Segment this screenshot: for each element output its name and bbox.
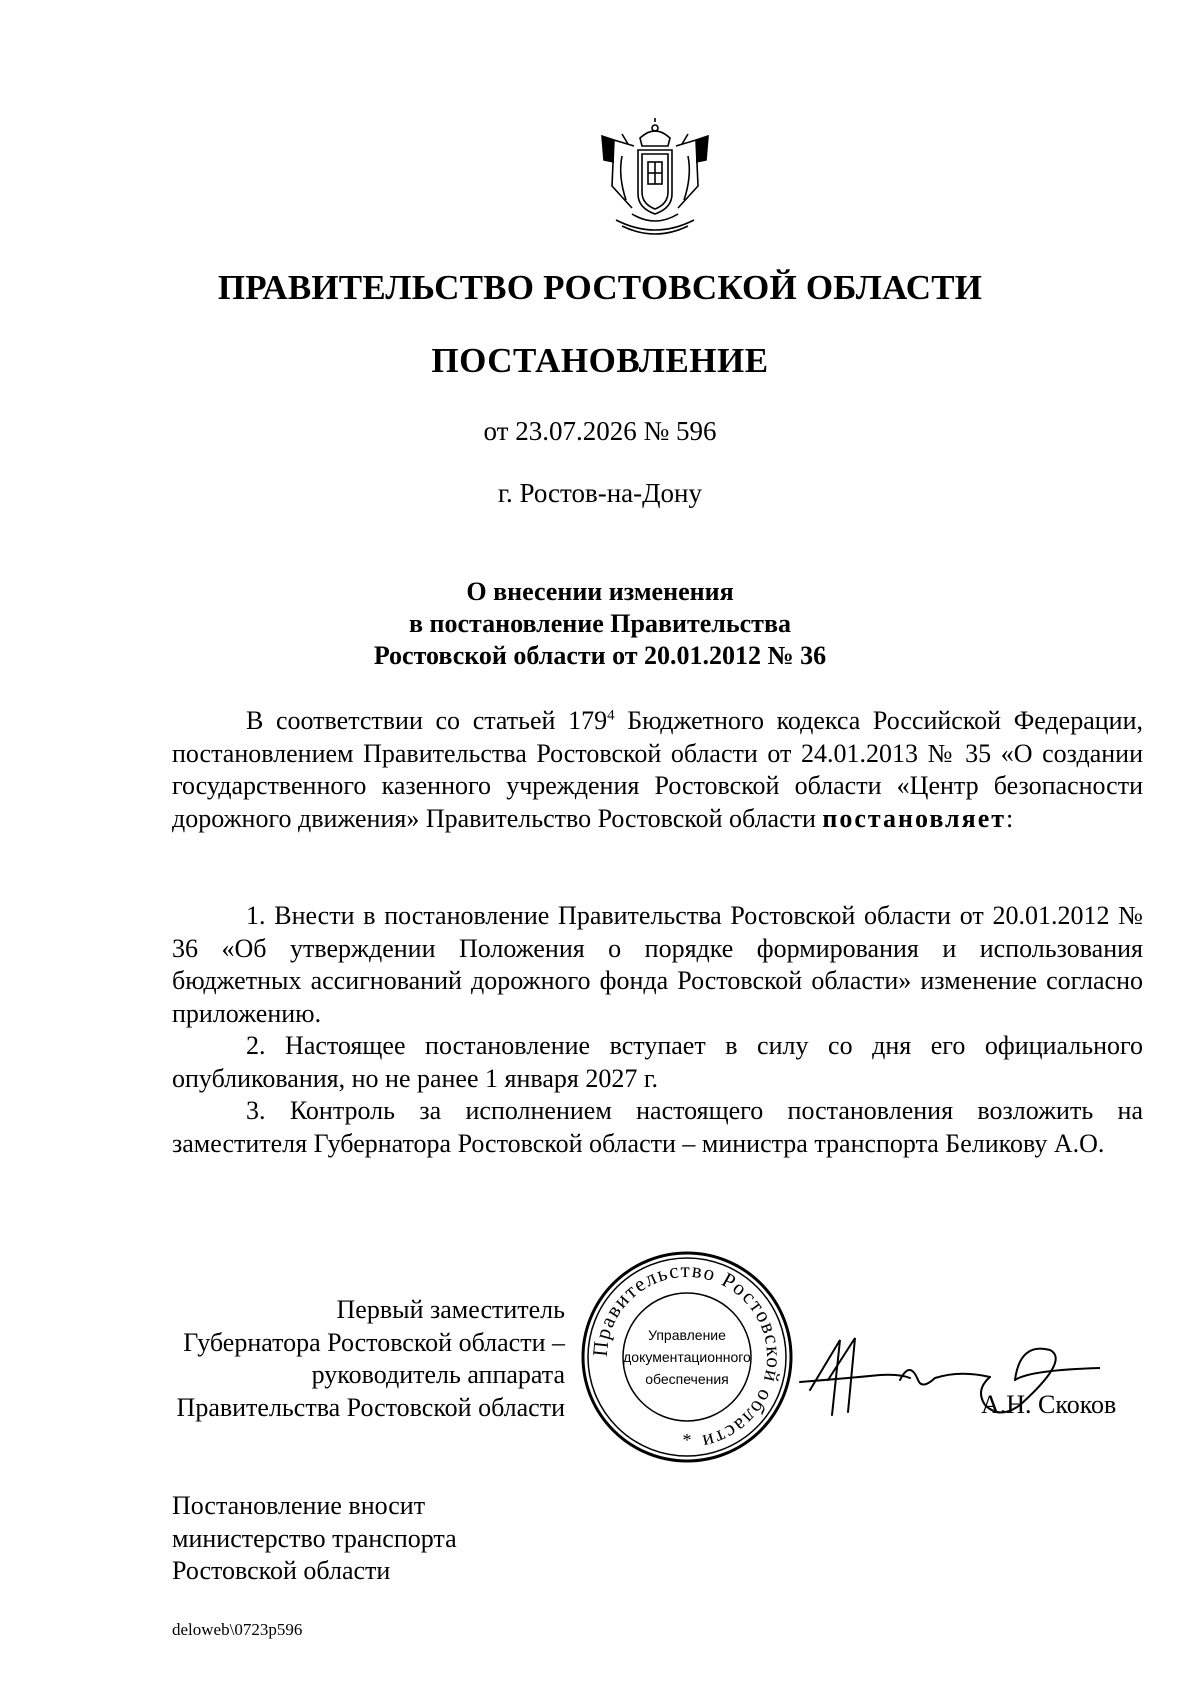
file-reference: deloweb\0723p596 <box>172 1620 303 1639</box>
decree-item: 2. Настоящее постановление вступает в силу со дня его официального опубликования, но не ранее 1 января 2027 г. <box>172 1031 1143 1093</box>
article-superscript: 4 <box>607 707 615 724</box>
preamble <box>172 705 1143 835</box>
decree-word: постановляет <box>822 803 1007 833</box>
preamble-text-2: Бюджетного кодекса Российской Федерации, постановлением Правительства Ростовской области от 24.01.2013 № 35 «О создании государственного казенного учреждения Ростовской области «Центр безопасности дорожного движения» Правительство Ростовской области <box>172 706 1143 833</box>
introduced-by-line: Ростовской области <box>172 1556 391 1585</box>
preamble-paragraph <box>172 705 1143 835</box>
stamp-center-line: обеспечения <box>645 1371 729 1387</box>
signatory-line: Правительства Ростовской области <box>176 1392 565 1422</box>
subject-line: О внесении изменения <box>466 577 734 606</box>
introduced-by-line: Постановление вносит <box>172 1491 426 1520</box>
subject-line: в постановление Правительства <box>408 609 791 638</box>
coat-of-arms-icon <box>592 116 718 242</box>
preamble-end: : <box>1006 803 1014 833</box>
document-date-number: от 23.07.2026 № 596 <box>483 416 717 446</box>
stamp-star: * <box>682 1430 692 1450</box>
introduced-by <box>172 1490 457 1588</box>
decree-items <box>172 900 1143 1160</box>
government-title: ПРАВИТЕЛЬСТВО РОСТОВСКОЙ ОБЛАСТИ <box>217 268 983 307</box>
signatory-position <box>0 1294 565 1424</box>
signatory-line: Губернатора Ростовской области – <box>183 1327 565 1357</box>
subject-line: Ростовской области от 20.01.2012 № 36 <box>373 641 827 670</box>
document-subject <box>0 576 1200 672</box>
document-city: г. Ростов-на-Дону <box>497 478 702 508</box>
stamp-ring-text: Правительство Ростовской области <box>587 1257 787 1455</box>
stamp-center-line: документационного <box>623 1349 751 1365</box>
document-type: ПОСТАНОВЛЕНИЕ <box>431 341 769 380</box>
preamble-text-1: В соответствии со статьей 179 <box>246 706 608 735</box>
signatory-line: Первый заместитель <box>336 1295 565 1324</box>
stamp-center-line: Управление <box>648 1327 726 1343</box>
introduced-by-line: министерство транспорта <box>172 1523 457 1553</box>
signatory-name: А.Н. Скоков <box>981 1390 1117 1419</box>
decree-item: 3. Контроль за исполнением настоящего постановления возложить на заместителя Губернатора Ростовской области – министра транспорта Беликову А.О. <box>172 1096 1143 1158</box>
decree-item: 1. Внести в постановление Правительства Ростовской области от 20.01.2012 № 36 «Об утверждении Положения о порядке формирования и использования бюджетных ассигнований дорожного фонда Ростовской области» изменение согласно приложению. <box>172 901 1143 1028</box>
signatory-line: руководитель аппарата <box>311 1360 565 1389</box>
